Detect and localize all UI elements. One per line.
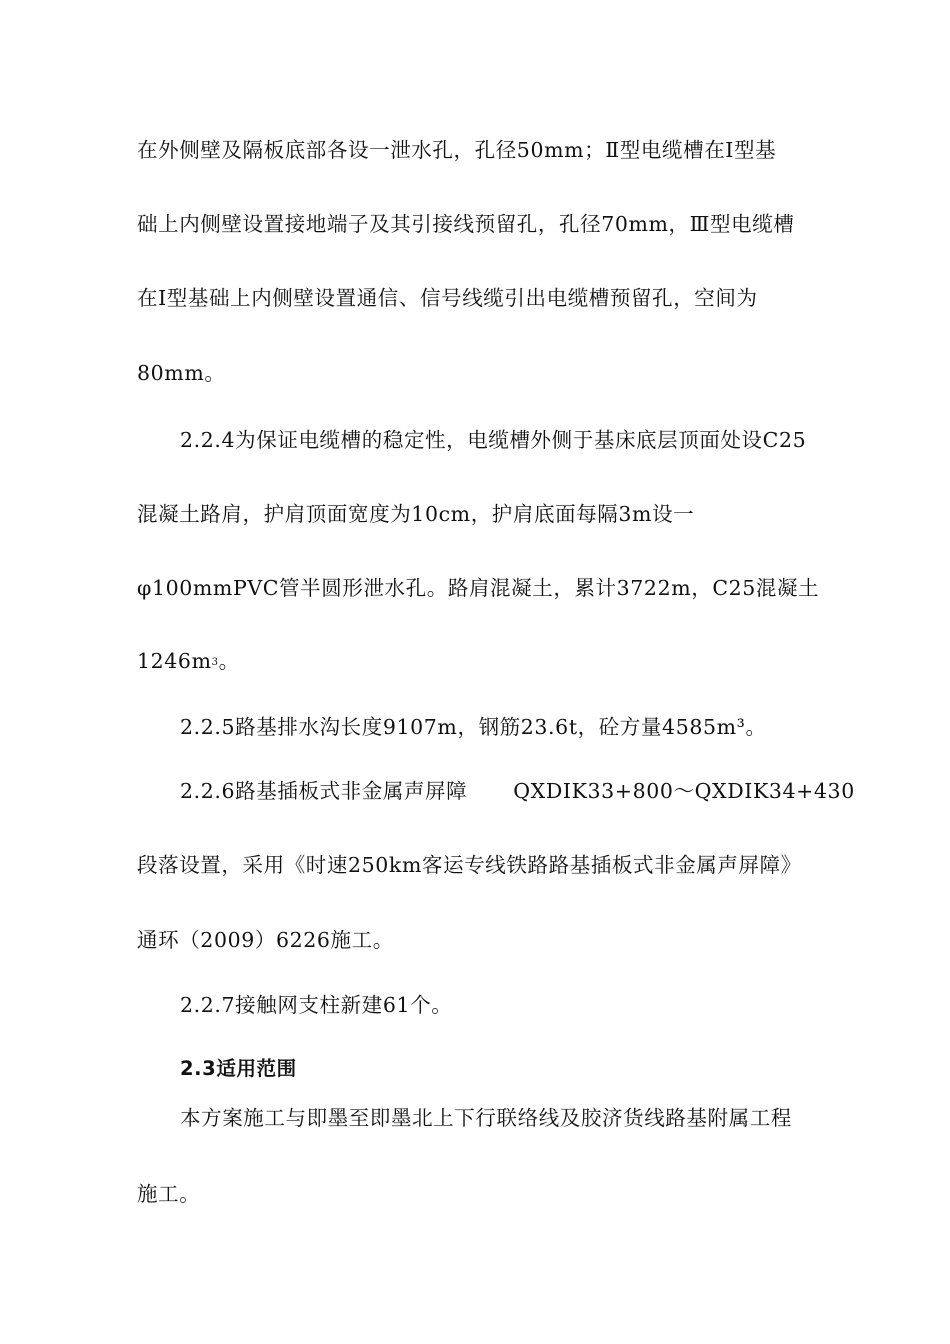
paragraph-line: 80mm。 bbox=[137, 361, 226, 385]
item-text: 2.2.6路基插板式非金属声屏障 bbox=[180, 779, 468, 803]
paragraph-line: 混凝土路肩，护肩顶面宽度为10cm，护肩底面每隔3m设一 bbox=[137, 502, 695, 526]
paragraph-line-2-2-4: 2.2.4为保证电缆槽的稳定性，电缆槽外侧于基床底层顶面处设C25 bbox=[180, 428, 807, 452]
paragraph-line bbox=[137, 647, 240, 675]
paragraph-line: φ100mmPVC管半圆形泄水孔。路肩混凝土，累计3722m，C25混凝土 bbox=[137, 576, 820, 600]
paragraph-line-2-2-5: 2.2.5路基排水沟长度9107m，钢筋23.6t，砼方量4585m³。 bbox=[180, 715, 767, 739]
paragraph-line: 在外侧壁及隔板底部各设一泄水孔，孔径50mm；Ⅱ型电缆槽在Ⅰ型基 bbox=[137, 138, 777, 162]
paragraph-line: 施工。 bbox=[137, 1182, 201, 1206]
paragraph-line: 本方案施工与即墨至即墨北上下行联络线及胶济货线路基附属工程 bbox=[180, 1106, 792, 1130]
section-heading: 2.3适用范围 bbox=[180, 1057, 297, 1080]
paragraph-line-2-2-6 bbox=[180, 777, 855, 805]
paragraph-line: 础上内侧壁设置接地端子及其引接线预留孔，孔径70mm，Ⅲ型电缆槽 bbox=[137, 212, 795, 236]
mileage-range: QXDIK33+800～QXDIK34+430 bbox=[513, 779, 855, 803]
superscript: 3 bbox=[211, 657, 219, 668]
paragraph-line: 在Ⅰ型基础上内侧壁设置通信、信号线缆引出电缆槽预留孔，空间为 bbox=[137, 286, 758, 310]
paragraph-line-2-2-7: 2.2.7接触网支柱新建61个。 bbox=[180, 993, 453, 1017]
paragraph-line: 通环（2009）6226施工。 bbox=[137, 928, 394, 952]
paragraph-line: 段落设置，采用《时速250km客运专线铁路路基插板式非金属声屏障》 bbox=[137, 853, 802, 877]
period: 。 bbox=[218, 649, 240, 673]
volume-value: 1246m bbox=[137, 649, 212, 673]
